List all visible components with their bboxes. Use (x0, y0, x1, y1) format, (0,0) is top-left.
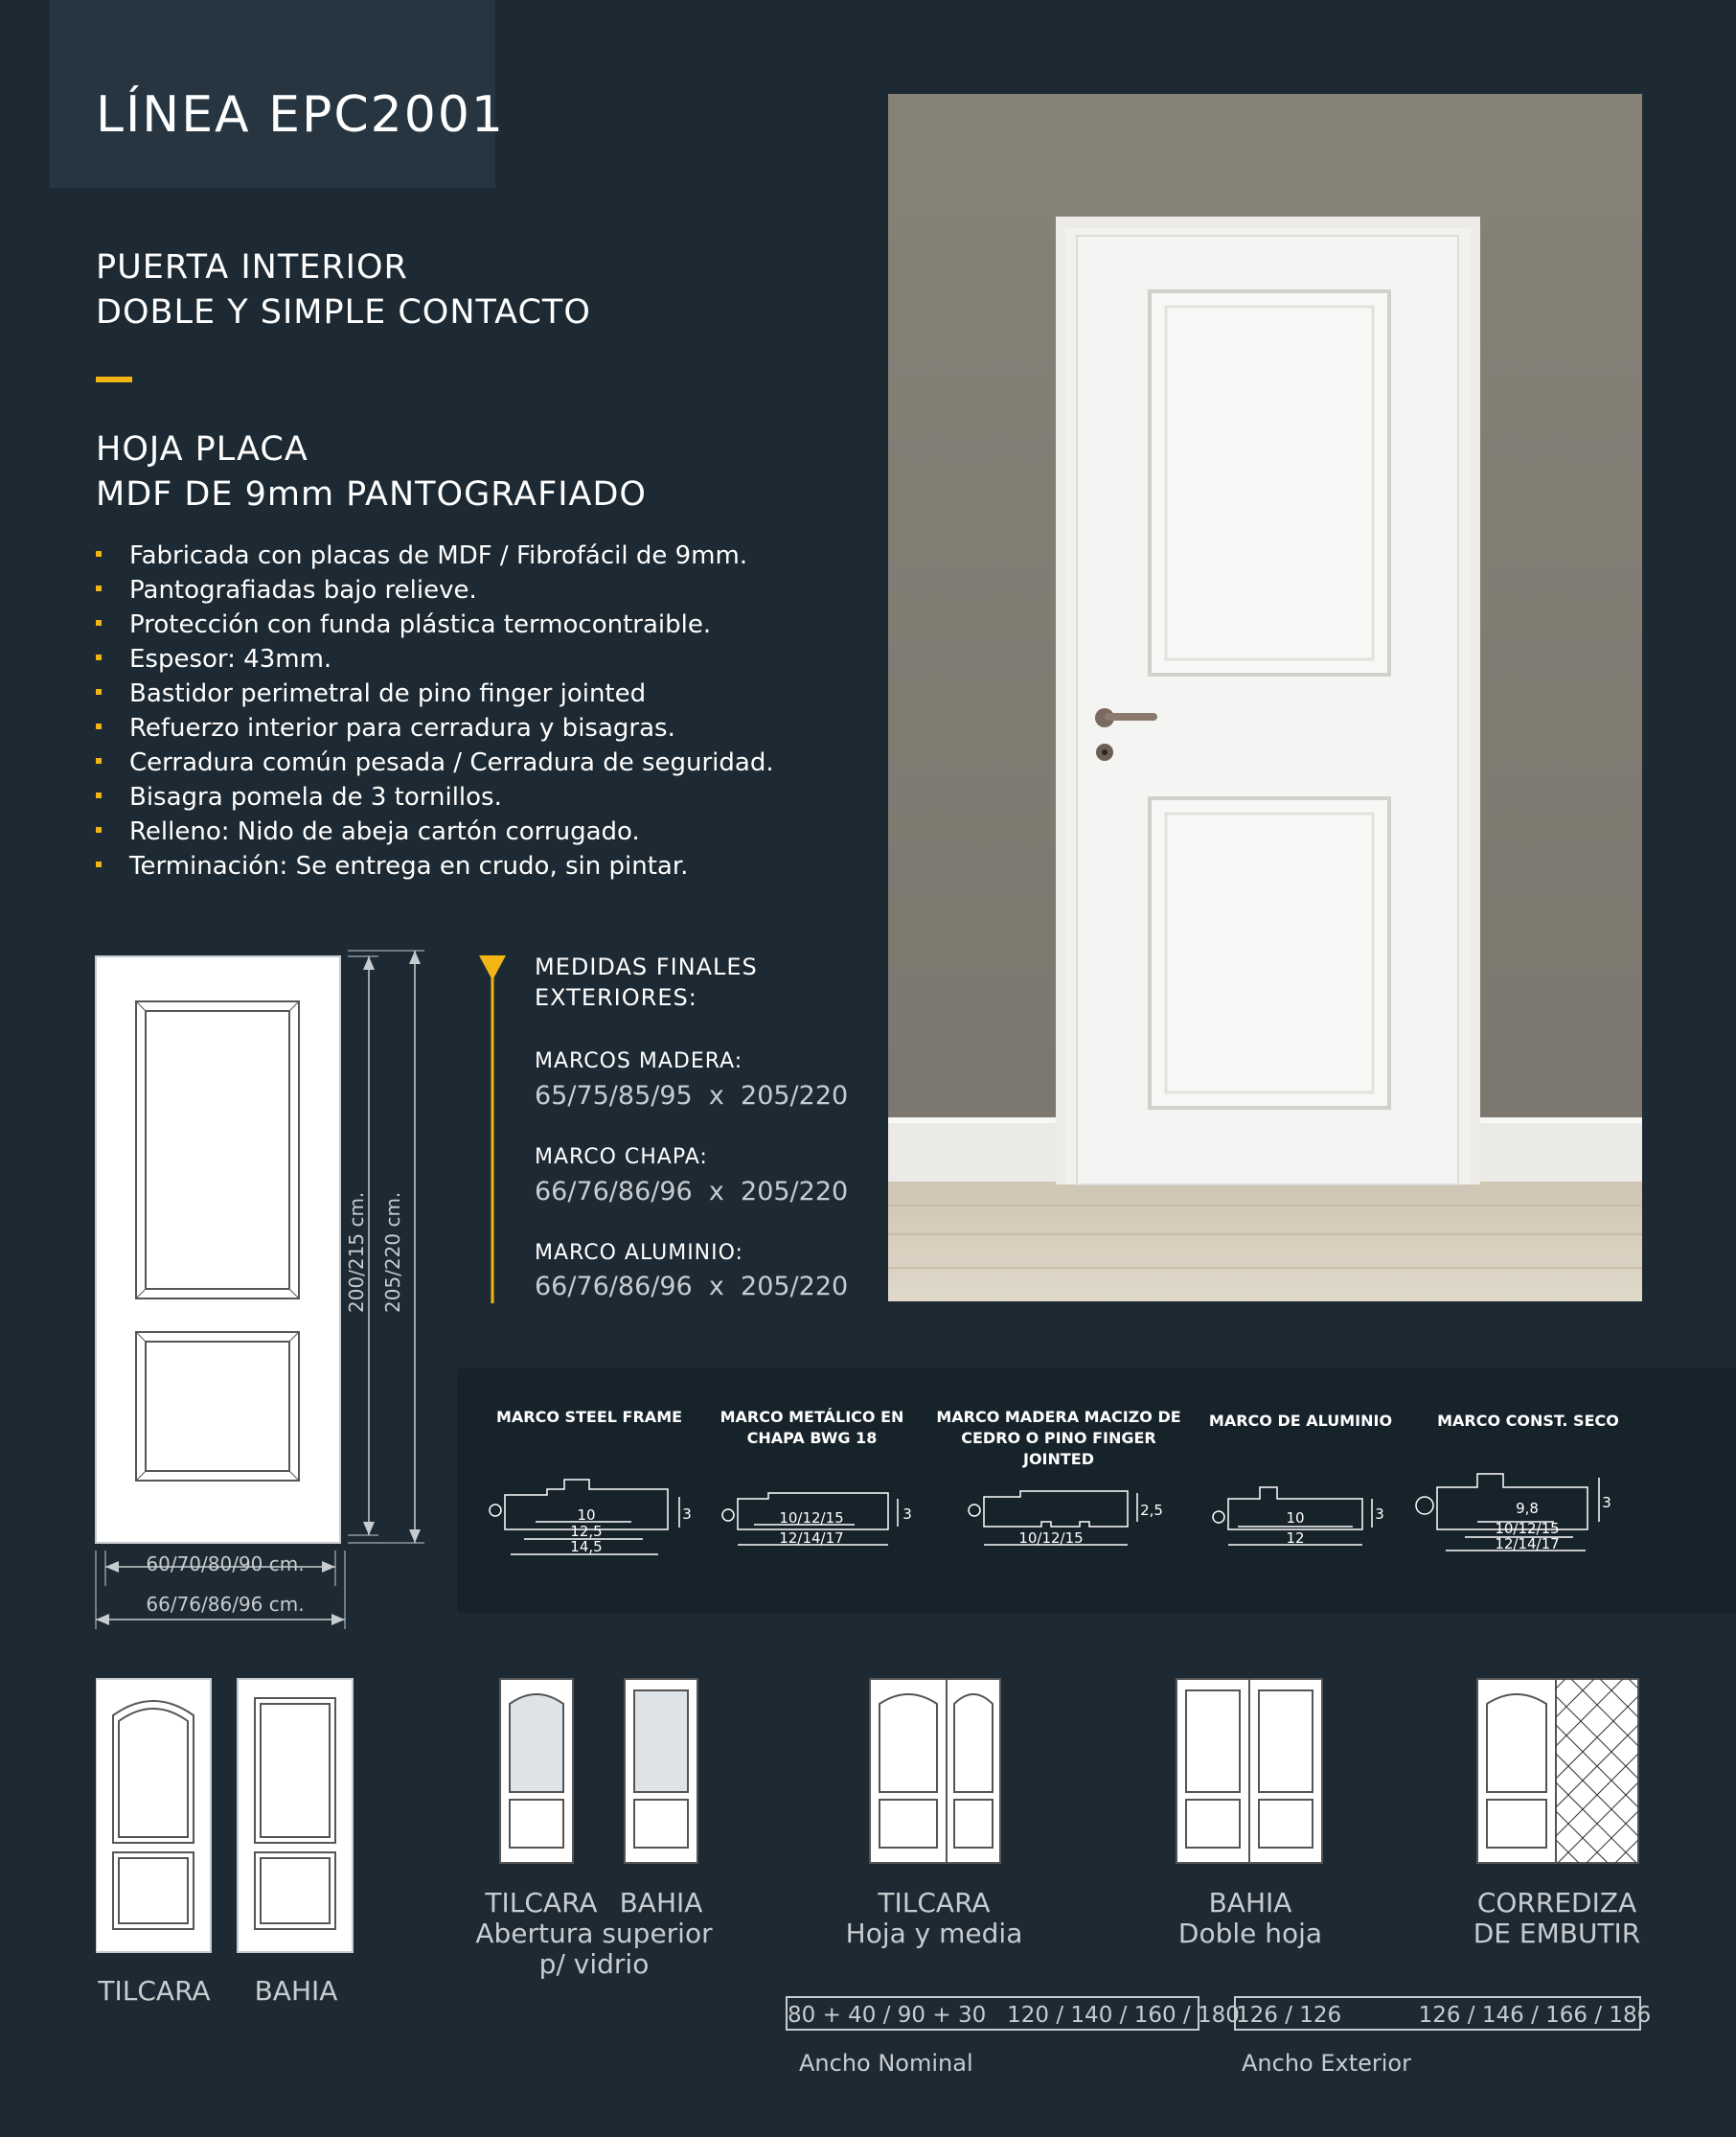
feature-item: Espesor: 43mm. (96, 642, 774, 677)
measures-marker-icon (477, 954, 508, 1303)
width-inner-label: 60/70/80/90 cm. (146, 1552, 305, 1575)
nominal-width-box: 80 + 40 / 90 + 30 120 / 140 / 160 / 180 (786, 1996, 1199, 2031)
accent-bar (96, 377, 132, 382)
frame-title: MARCO METÁLICO EN CHAPA BWG 18 (720, 1408, 904, 1447)
feature-item: Bastidor perimetral de pino finger jointed (96, 677, 774, 711)
frame-title: MARCO MADERA MACIZO DE CEDRO O PINO FINGER JOINTED (936, 1408, 1181, 1468)
measure-value: 66/76/86/96 x 205/220 (535, 1272, 849, 1301)
frame-dim: 10 (577, 1506, 596, 1524)
model-desc: Hoja y media (845, 1918, 1023, 1949)
frame-side: 3 (902, 1505, 912, 1523)
model-name: BAHIA (254, 1975, 338, 2007)
frame-side: 2,5 (1140, 1502, 1163, 1519)
frame-dim: 14,5 (570, 1538, 603, 1555)
frame-dim: 10 (1286, 1509, 1305, 1527)
model-desc: Doble hoja (1177, 1918, 1323, 1949)
frame-profiles-drawings (457, 1368, 1736, 1613)
frame-side: 3 (1602, 1494, 1611, 1511)
model-name: BAHIA (1208, 1887, 1292, 1919)
frame-dim: 12,5 (570, 1523, 603, 1540)
model-desc: p/ vidrio (538, 1948, 650, 1980)
measures-heading: MEDIDAS FINALES EXTERIORES: (535, 954, 758, 1011)
feature-item: Refuerzo interior para cerradura y bisagras. (96, 711, 774, 746)
model-name: CORREDIZA (1476, 1887, 1637, 1919)
model-name: TILCARA (98, 1975, 211, 2007)
measure-value: 65/75/85/95 x 205/220 (535, 1081, 849, 1111)
page-title: LÍNEA EPC2001 (96, 86, 506, 144)
section-line-1: HOJA PLACA (96, 430, 308, 469)
model-name: DE EMBUTIR (1473, 1918, 1641, 1949)
frame-title: MARCO STEEL FRAME (495, 1408, 683, 1426)
model-name: TILCARA (485, 1887, 598, 1919)
feature-item: Cerradura común pesada / Cerradura de seguridad. (96, 746, 774, 780)
subtitle (96, 245, 591, 335)
measure-label: MARCO CHAPA: (535, 1145, 708, 1169)
height-outer-label: 205/220 cm. (381, 1191, 404, 1313)
measure-label: MARCOS MADERA: (535, 1049, 743, 1073)
exterior-width-caption: Ancho Exterior (1242, 2050, 1411, 2077)
measure-value: 66/76/86/96 x 205/220 (535, 1177, 849, 1206)
model-name: BAHIA (619, 1887, 703, 1919)
frame-dim: 12 (1286, 1529, 1305, 1547)
height-inner-label: 200/215 cm. (345, 1191, 368, 1313)
feature-list (96, 539, 774, 884)
frame-dim: 10/12/15 (779, 1509, 844, 1527)
feature-item: Terminación: Se entrega en crudo, sin pintar. (96, 849, 774, 884)
width-outer-label: 66/76/86/96 cm. (146, 1593, 305, 1616)
frame-dim: 9,8 (1516, 1500, 1539, 1517)
section-line-2: MDF DE 9mm PANTOGRAFIADO (96, 475, 647, 514)
frame-side: 3 (682, 1505, 692, 1523)
feature-item: Fabricada con placas de MDF / Fibrofácil de 9mm. (96, 539, 774, 573)
frame-side: 3 (1375, 1505, 1384, 1523)
frame-dim: 12/14/17 (779, 1529, 844, 1547)
door-photo (888, 94, 1642, 1301)
feature-item: Relleno: Nido de abeja cartón corrugado. (96, 815, 774, 849)
nominal-width-caption: Ancho Nominal (799, 2050, 973, 2077)
exterior-width-box: 126 / 126 126 / 146 / 166 / 186 (1234, 1996, 1641, 2031)
subtitle-line-1: PUERTA INTERIOR (96, 248, 408, 287)
frame-dim: 10/12/15 (1495, 1520, 1560, 1537)
feature-item: Bisagra pomela de 3 tornillos. (96, 780, 774, 815)
model-desc: Abertura superior (475, 1918, 713, 1949)
section-heading (96, 427, 647, 517)
frame-dim: 12/14/17 (1495, 1535, 1560, 1552)
frame-title: MARCO CONST. SECO (1437, 1412, 1619, 1430)
feature-item: Pantografiadas bajo relieve. (96, 573, 774, 608)
measure-label: MARCO ALUMINIO: (535, 1241, 743, 1265)
model-name: TILCARA (878, 1887, 991, 1919)
feature-item: Protección con funda plástica termocontraible. (96, 608, 774, 642)
frame-dim: 10/12/15 (1018, 1529, 1084, 1547)
frame-title: MARCO DE ALUMINIO (1208, 1412, 1393, 1430)
subtitle-line-2: DOBLE Y SIMPLE CONTACTO (96, 293, 591, 332)
